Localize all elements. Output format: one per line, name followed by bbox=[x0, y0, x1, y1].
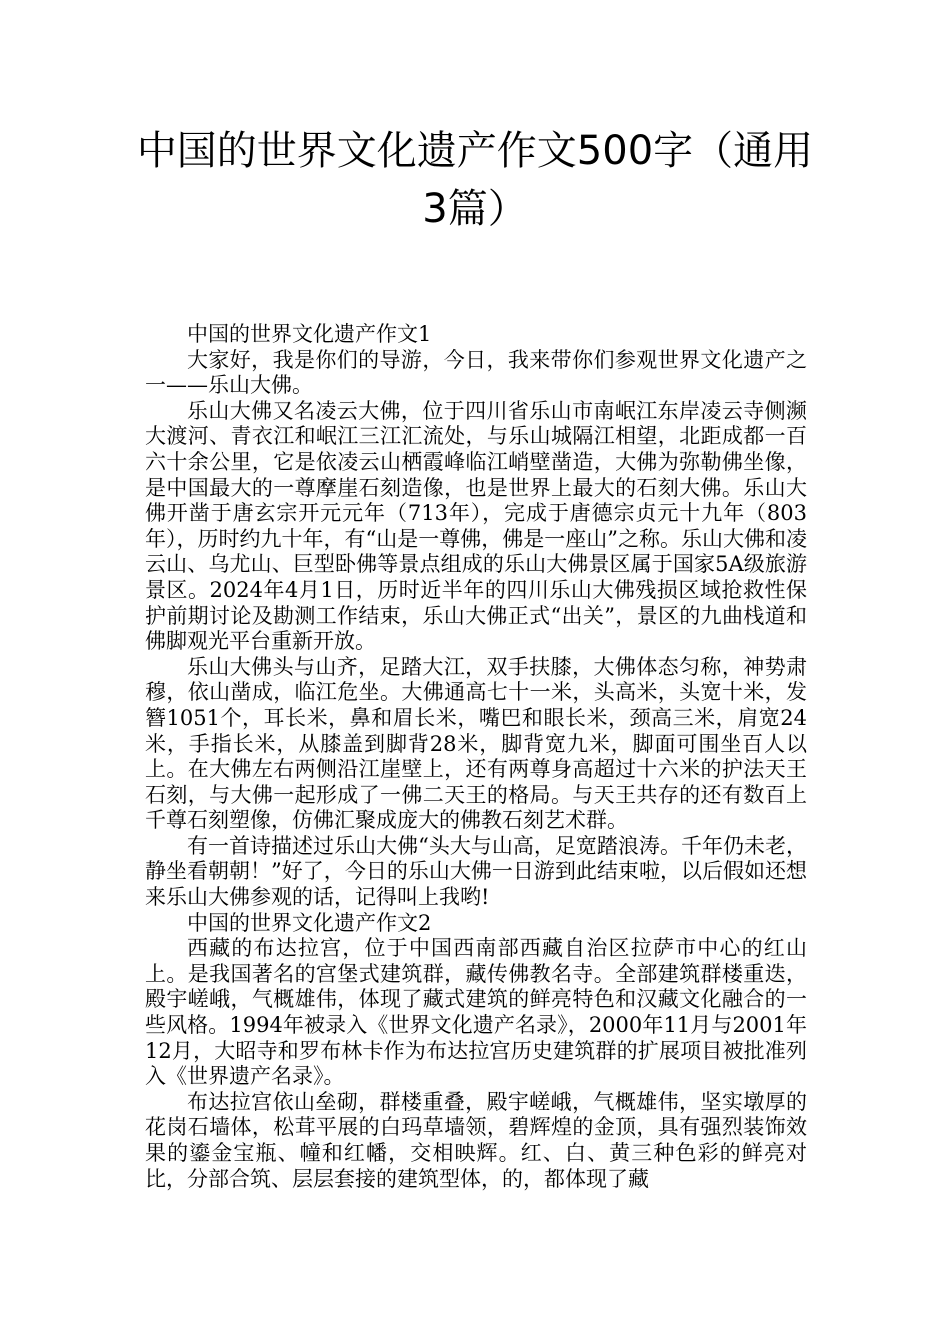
paragraph: 乐山大佛头与山齐，足踏大江，双手扶膝，大佛体态匀称，神势肃穆，依山凿成，临江危坐。大佛通高七十一米，头高米，头宽十米，发簪1051个，耳长米，鼻和眉长米，嘴巴和眼长米，颈高三米，肩宽24米，手指长米，从膝盖到脚背28米，脚背宽九米，脚面可围坐百人以上。在大佛左右两侧沿江崖壁上，还有两尊身高超过十六米的护法天王石刻，与大佛一起形成了一佛二天王的格局。与天王共存的还有数百上千尊石刻塑像，仿佛汇聚成庞大的佛教石刻艺术群。 bbox=[145, 654, 807, 833]
paragraph: 布达拉宫依山垒砌，群楼重叠，殿宇嵯峨，气概雄伟，坚实墩厚的花岗石墙体，松茸平展的白玛草墙领，碧辉煌的金顶，具有强烈装饰效果的鎏金宝瓶、幢和红幡，交相映辉。红、白、黄三种色彩的鲜亮对比，分部合筑、层层套接的建筑型体，的，都体现了藏 bbox=[145, 1089, 807, 1191]
paragraph: 西藏的布达拉宫，位于中国西南部西藏自治区拉萨市中心的红山上。是我国著名的宫堡式建筑群，藏传佛教名寺。全部建筑群楼重迭，殿宇嵯峨，气概雄伟，体现了藏式建筑的鲜亮特色和汉藏文化融合的一些风格。1994年被录入《世界文化遗产名录》，2000年11月与2001年12月，大昭寺和罗布林卡作为布达拉宫历史建筑群的扩展项目被批准列入《世界遗产名录》。 bbox=[145, 936, 807, 1089]
paragraph: 有一首诗描述过乐山大佛“头大与山高，足宽踏浪涛。千年仍未老，静坐看朝朝！”好了，今日的乐山大佛一日游到此结束啦，以后假如还想来乐山大佛参观的话，记得叫上我哟! bbox=[145, 833, 807, 910]
title-line-1: 中国的世界文化遗产作文500字（通用 bbox=[136, 128, 814, 174]
document-title bbox=[120, 122, 830, 238]
document-body bbox=[145, 322, 807, 1192]
section-heading-1: 中国的世界文化遗产作文1 bbox=[187, 322, 432, 346]
section-heading-2: 中国的世界文化遗产作文2 bbox=[187, 910, 432, 935]
paragraph: 乐山大佛又名凌云大佛，位于四川省乐山市南岷江东岸凌云寺侧濒大渡河、青衣江和岷江三江汇流处，与乐山城隔江相望，北距成都一百六十余公里，它是依凌云山栖霞峰临江峭壁凿造，大佛为弥勒佛坐像，是中国最大的一尊摩崖石刻造像，也是世界上最大的石刻大佛。乐山大佛开凿于唐玄宗开元元年（713年），完成于唐德宗贞元十九年（803年），历时约九十年，有“山是一尊佛，佛是一座山”之称。乐山大佛和凌云山、乌尤山、巨型卧佛等景点组成的乐山大佛景区属于国家5A级旅游景区。2024年4月1日，历时近半年的四川乐山大佛残损区域抢救性保护前期讨论及勘测工作结束，乐山大佛正式“出关”，景区的九曲栈道和佛脚观光平台重新开放。 bbox=[145, 398, 807, 654]
title-line-2: 3篇） bbox=[422, 186, 528, 232]
paragraph: 大家好，我是你们的导游，今日，我来带你们参观世界文化遗产之一——乐山大佛。 bbox=[145, 347, 807, 398]
